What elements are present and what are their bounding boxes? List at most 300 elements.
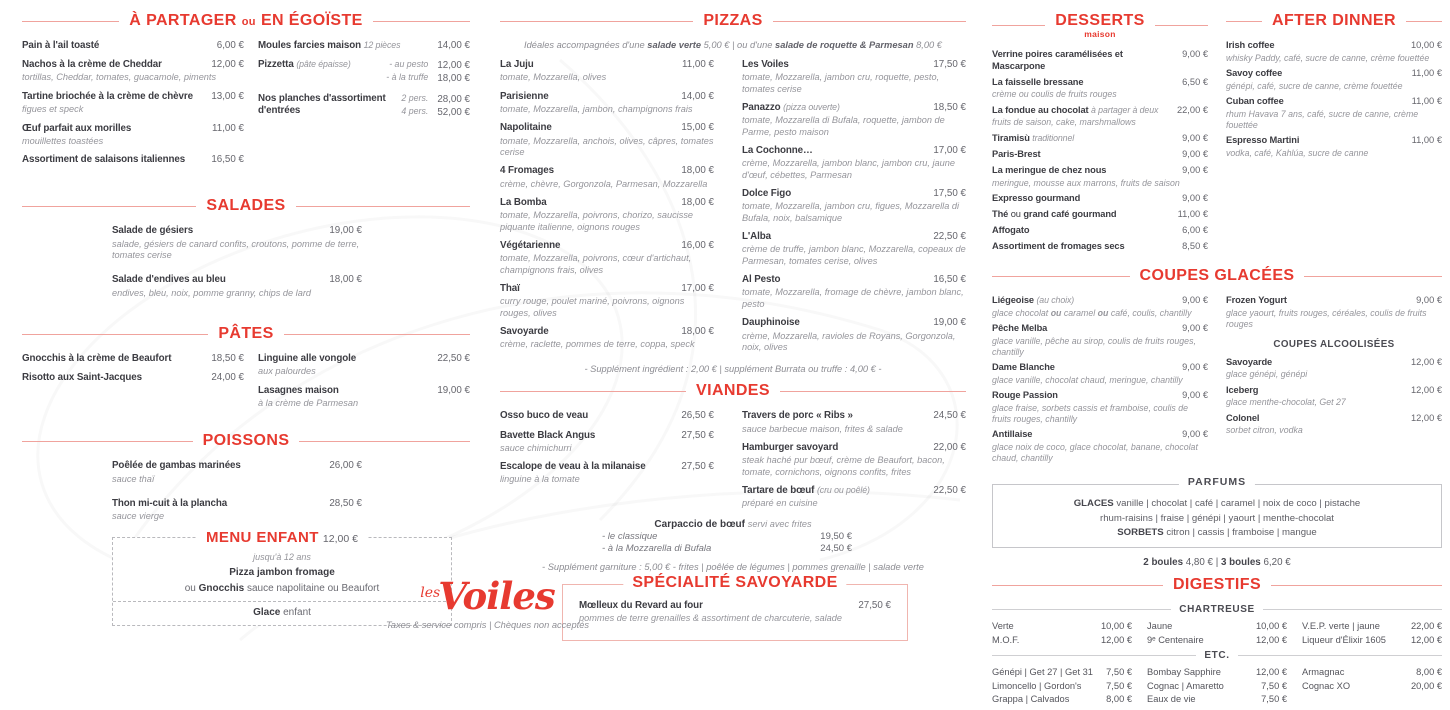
menu-item-row [500, 283, 714, 295]
item-price: 18,00 € [329, 274, 362, 286]
section-title [129, 12, 362, 30]
menu-item-row [742, 188, 966, 200]
carpaccio-option [602, 543, 852, 554]
item-name: Salade d'endives au bleu [112, 274, 226, 286]
list-item [1147, 693, 1287, 706]
menu-item-row [579, 600, 891, 612]
menu-item [22, 40, 244, 52]
header-rule [780, 391, 966, 392]
pizzas-intro: Idéales accompagnées d'une salade verte 5,00 € | ou d'une salade de roquette & Parmesan 8,00 € [524, 40, 942, 50]
item-note: (pâte épaisse) [296, 59, 351, 70]
menu-item-row [112, 498, 362, 510]
item-price: 9,00 € [1182, 192, 1208, 203]
item-desc: tomate, Mozzarella, olives [500, 72, 607, 83]
item-price: 52,00 € [437, 106, 470, 118]
menu-item-row [742, 59, 966, 71]
item-name: Pizzetta (pâte épaisse) [258, 59, 351, 71]
item-price: 7,50 € [1261, 694, 1287, 705]
etc-label: ETC. [1204, 650, 1230, 662]
section-title: SALADES [206, 197, 286, 215]
item-name: Irish coffee [1226, 40, 1275, 50]
item-name: Gnocchis à la crème de Beaufort [22, 353, 172, 365]
menu-item [742, 317, 966, 353]
menu-item-row [1226, 68, 1442, 80]
item-desc: whisky Paddy, café, sucre de canne, crème fouettée [1226, 52, 1430, 63]
item-desc: tomate, Mozzarella, jambon cru, roquette, pesto, tomates cerise [742, 72, 940, 94]
pates-columns [22, 353, 470, 416]
carpaccio-option-label: - le classique [602, 530, 658, 542]
item-price: 27,50 € [681, 461, 714, 473]
menu-item-row [500, 165, 714, 177]
coupes-right-top-list [1226, 295, 1442, 329]
menu-item-row [22, 91, 244, 103]
item-name: M.O.F. [992, 634, 1020, 645]
menu-item-row [1226, 40, 1442, 52]
variant-row [401, 93, 470, 106]
menu-item [22, 123, 244, 148]
item-price: 12,00 € [1100, 634, 1132, 645]
item-note: (au choix) [1036, 295, 1075, 306]
header-rule [1271, 585, 1442, 586]
item-price: 9,00 € [1182, 323, 1208, 334]
item-price: 9,00 € [1182, 164, 1208, 175]
item-note: 12 pièces [363, 40, 401, 50]
item-price: 8,00 € [1416, 667, 1442, 678]
item-name: Liégeoise (au choix) [992, 295, 1075, 306]
item-desc: crème, raclette, pommes de terre, coppa, speck [500, 339, 695, 350]
item-desc: glace yaourt, fruits rouges, céréales, coulis de fruits rouges [1226, 308, 1427, 329]
item-price: 7,50 € [1106, 680, 1132, 691]
item-price: 17,50 € [933, 188, 966, 200]
menu-item [742, 274, 966, 310]
item-name: 9ᵉ Centenaire [1147, 634, 1204, 645]
item-name: Escalope de veau à la milanaise [500, 461, 646, 473]
item-name: La fondue au chocolat à partager à deux [992, 104, 1159, 115]
item-name: Assortiment de salaisons italiennes [22, 154, 186, 166]
item-desc: tomate, Mozzarella, anchois, olives, câpres, tomates cerise [500, 135, 714, 157]
etc-col2 [1147, 666, 1287, 706]
menu-item [742, 102, 966, 138]
item-desc: tomate, Mozzarella, poivrons, chorizo, saucisse piquante italienne, oignons rouges [500, 210, 694, 232]
item-name: Limoncello | Gordon's [992, 680, 1082, 691]
variant-row [386, 59, 470, 72]
menu-item-row [742, 410, 966, 422]
menu-item [500, 91, 714, 116]
item-price: 16,50 € [211, 154, 244, 166]
menu-enfant-title-text: MENU ENFANT [206, 528, 319, 546]
header-rule [992, 276, 1130, 277]
menu-item-row [112, 460, 362, 472]
pizzas-footnote: - Supplément ingrédient : 2,00 € | supplément Burrata ou truffe : 4,00 € - [584, 364, 882, 375]
menu-item-row [992, 193, 1208, 205]
menu-item [992, 193, 1208, 205]
menu-item-row [992, 49, 1208, 72]
item-name: Bombay Sapphire [1147, 667, 1221, 678]
item-desc: figues et speck [22, 104, 84, 115]
item-desc: fruits de saison, cake, marshmallows [992, 117, 1136, 128]
item-name: V.E.P. verte | jaune [1302, 621, 1380, 632]
section-header-coupes [992, 267, 1442, 285]
item-name: Savoyarde [500, 326, 549, 338]
section-header-partager [22, 12, 470, 30]
list-item [992, 634, 1132, 647]
section-title: PÂTES [218, 325, 274, 343]
item-price: 19,00 € [437, 384, 470, 396]
item-note: traditionnel [1032, 132, 1075, 143]
carpaccio-block [500, 519, 966, 554]
menu-item [1226, 96, 1442, 130]
variant-label: 2 pers. [401, 92, 429, 103]
item-desc: génépi, café, sucre de canne, crème fouettée [1226, 80, 1403, 91]
carpaccio-name: Carpaccio de bœuf [654, 518, 745, 530]
etc-grid [992, 666, 1442, 706]
menu-item [992, 323, 1208, 357]
menu-item [742, 145, 966, 181]
item-note: à partager à deux [1091, 104, 1159, 115]
partager-right-list [258, 40, 470, 173]
header-rule [773, 21, 966, 22]
menu-item [992, 429, 1208, 463]
menu-item-row [258, 93, 470, 119]
item-name: Grappa | Calvados [992, 694, 1070, 705]
item-name: Moules farcies maison 12 pièces [258, 40, 401, 51]
menu-item-row [500, 197, 714, 209]
item-price: 22,50 € [437, 353, 470, 365]
subheader-rule [1238, 655, 1442, 656]
menu-item-row [500, 326, 714, 338]
item-desc: crème, Mozzarella, ravioles de Royans, Gorgonzola, noix, olives [742, 330, 956, 352]
chartreuse-col1 [992, 620, 1132, 647]
item-desc: aux palourdes [258, 366, 316, 377]
variant-row [401, 106, 470, 119]
item-name: La Cochonne… [742, 145, 813, 157]
variant-label: 4 pers. [401, 105, 429, 116]
item-price: 12,00 € [1410, 356, 1442, 367]
menu-item [500, 410, 714, 422]
menu-item-row [992, 323, 1208, 335]
menu-item [1226, 357, 1442, 381]
menu-item [1226, 135, 1442, 159]
item-price: 8,50 € [1182, 241, 1208, 252]
item-price: 6,00 € [1182, 225, 1208, 236]
item-note: (pizza ouverte) [783, 102, 840, 113]
section-title: DESSERTS [1055, 12, 1145, 29]
item-desc: glace menthe-chocolat, Get 27 [1226, 397, 1346, 408]
column-desserts-digestifs [992, 8, 1442, 710]
item-desc: vodka, café, Kahlúa, sucre de canne [1226, 147, 1369, 158]
desserts-after-grid [992, 8, 1442, 257]
section-header-pates [22, 325, 470, 343]
header-rule [1226, 21, 1262, 22]
menu-item-row [500, 240, 714, 252]
menu-item [500, 240, 714, 276]
header-rule [296, 206, 470, 207]
menu-item-row [1226, 295, 1442, 307]
menu-enfant-line: ou Gnocchis sauce napolitaine ou Beaufort [184, 582, 380, 594]
item-name: Napolitaine [500, 122, 552, 134]
header-rule [22, 21, 119, 22]
subheader-rule [1263, 609, 1442, 610]
menu-item-row [22, 353, 244, 365]
item-price: 12,00 € [1410, 412, 1442, 423]
item-name: Verrine poires caramélisées et Mascarpone [992, 49, 1123, 71]
menu-item [1226, 295, 1442, 329]
item-name: Jaune [1147, 621, 1173, 632]
menu-item [992, 390, 1208, 424]
item-desc: tomate, Mozzarella, poivrons, cœur d'artichaut, champignons frais, olives [500, 253, 692, 275]
viandes-footnote: - Supplément garniture : 5,00 € - frites | poêlée de légumes | pommes grenaille | salade verte [542, 561, 924, 572]
item-desc: tortillas, Cheddar, tomates, guacamole, piments [22, 72, 217, 83]
menu-item-row [500, 461, 714, 473]
item-price: 18,50 € [211, 353, 244, 365]
section-header-after-dinner [1226, 12, 1442, 30]
item-name: Tiramisù traditionnel [992, 132, 1075, 143]
coupes-right-column [1226, 295, 1442, 468]
menu-item [1226, 385, 1442, 409]
item-name: Linguine alle vongole [258, 353, 357, 365]
item-desc: linguine à la tomate [500, 474, 580, 485]
item-price: 9,00 € [1182, 362, 1208, 373]
menu-item-row [992, 362, 1208, 374]
partager-title-alt: EN ÉGOÏSTE [260, 12, 363, 29]
menu-item [1226, 40, 1442, 64]
header-rule [1304, 276, 1442, 277]
menu-enfant-line: Pizza jambon fromage [229, 566, 335, 578]
item-name: Mœlleux du Revard au four [579, 599, 703, 611]
item-name: Nos planches d'assortiment d'entrées [258, 92, 386, 116]
parfums-line: SORBETS citron | cassis | framboise | mangue [1117, 527, 1317, 538]
item-name: Liqueur d'Élixir 1605 [1302, 634, 1386, 645]
item-desc: crème ou coulis de fruits rouges [992, 89, 1117, 100]
item-price: 19,00 € [933, 317, 966, 329]
item-name: Bavette Black Angus [500, 429, 596, 441]
item-price: 12,00 € [1255, 634, 1287, 645]
item-name: Panazzo (pizza ouverte) [742, 102, 840, 114]
item-desc: rhum Havava 7 ans, café, sucre de canne, crème fouettée [1226, 108, 1419, 130]
item-desc: glace noix de coco, glace chocolat, banane, chocolat chaud, chantilly [992, 441, 1198, 463]
chartreuse-col2 [1147, 620, 1287, 647]
coupes-grid [992, 295, 1442, 468]
header-rule [500, 21, 693, 22]
item-price: 22,50 € [933, 485, 966, 497]
item-desc: sorbet citron, vodka [1226, 425, 1303, 436]
item-price: 15,00 € [681, 122, 714, 134]
viandes-columns [500, 410, 966, 516]
item-name: Affogato [992, 225, 1030, 236]
menu-item-row [992, 105, 1208, 117]
section-header-digestifs [992, 576, 1442, 594]
item-name: Osso buco de veau [500, 410, 589, 422]
menu-item [1226, 68, 1442, 92]
menu-item [500, 197, 714, 233]
item-name: Végétarienne [500, 240, 561, 252]
item-price: 19,00 € [329, 225, 362, 237]
item-price: 17,00 € [681, 283, 714, 295]
item-desc: préparé en cuisine [742, 498, 818, 509]
item-name: Œuf parfait aux morilles [22, 122, 132, 134]
list-item [1147, 634, 1287, 647]
parfums-line: rhum-raisins | fraise | génépi | yaourt | menthe-chocolat [1100, 512, 1334, 524]
section-header-poissons [22, 432, 470, 450]
item-desc: steak haché pur bœuf, crème de Beaufort, bacon, tomate, cornichons, oignons confits, frites [742, 455, 945, 477]
menu-item [500, 165, 714, 190]
variant-row [386, 72, 470, 85]
item-name: L'Alba [742, 231, 771, 243]
footer-note: Taxes & service compris | Chèques non acceptés [385, 620, 590, 630]
menu-item-row [500, 122, 714, 134]
partager-columns [22, 40, 470, 173]
poissons-list [112, 460, 362, 522]
parfums-box [992, 476, 1442, 548]
menu-item-row [258, 59, 470, 85]
item-name: Verte [992, 621, 1014, 632]
item-name: Armagnac [1302, 667, 1345, 678]
menu-item-row [22, 154, 244, 166]
item-desc: tomate, Mozzarella di Bufala, roquette, jambon de Parme, pesto maison [742, 115, 945, 137]
variant-label: - à la truffe [386, 72, 429, 83]
menu-item [112, 225, 362, 261]
carpaccio-title [500, 519, 966, 530]
item-price: 9,00 € [1182, 49, 1208, 59]
etc-col3 [1302, 666, 1442, 706]
section-title: POISSONS [202, 432, 290, 450]
menu-item [22, 353, 244, 365]
item-price: 26,00 € [329, 460, 362, 472]
item-price: 9,00 € [1182, 295, 1208, 306]
menu-item [579, 600, 891, 625]
menu-item-row [992, 149, 1208, 161]
menu-item-row [258, 385, 470, 397]
item-name: Dame Blanche [992, 362, 1055, 373]
menu-item [500, 326, 714, 351]
item-desc: glace fraise, sorbets cassis et framboise, coulis de fruits rouges, chantilly [992, 402, 1189, 424]
menu-item [500, 430, 714, 455]
menu-enfant-price: 12,00 € [322, 532, 358, 545]
item-price: 11,00 € [1411, 68, 1442, 79]
menu-item-row [22, 40, 244, 52]
item-price: 16,00 € [681, 240, 714, 252]
header-rule [992, 585, 1163, 586]
menu-enfant-title [197, 529, 367, 546]
item-price: 12,00 € [211, 59, 244, 71]
item-price: 11,00 € [1177, 209, 1208, 220]
menu-item-row [500, 410, 714, 422]
item-name: Nachos à la crème de Cheddar [22, 59, 162, 71]
section-title: DIGESTIFS [1172, 576, 1262, 594]
partager-left-list [22, 40, 244, 173]
item-price: 24,50 € [933, 410, 966, 422]
item-name: La Bomba [500, 196, 547, 208]
section-title: COUPES GLACÉES [1139, 267, 1295, 285]
menu-item-row [742, 442, 966, 454]
item-desc: glace génépi, génépi [1226, 369, 1308, 380]
item-price: 9,00 € [1182, 132, 1208, 143]
menu-enfant-line: Glace enfant [253, 606, 311, 618]
item-name: Al Pesto [742, 274, 781, 286]
coupes-left-list [992, 295, 1208, 468]
menu-item [992, 105, 1208, 129]
menu-item [112, 498, 362, 523]
item-name: Salade de gésiers [112, 225, 194, 237]
menu-item-row [992, 295, 1208, 307]
item-price: 27,50 € [681, 429, 714, 441]
menu-item [742, 59, 966, 95]
item-price: 10,00 € [1255, 621, 1287, 632]
item-price: 18,00 € [681, 326, 714, 338]
item-name: La meringue de chez nous [992, 164, 1107, 175]
item-desc: tomate, Mozzarella, jambon cru, figues, Mozzarella di Bufala, noix, balsamique [742, 201, 960, 223]
item-price: 11,00 € [212, 122, 244, 134]
section-header-viandes [500, 382, 966, 400]
etc-subheader [992, 650, 1442, 661]
item-name: Expresso gourmand [992, 192, 1081, 203]
partager-title-ou: ou [241, 16, 256, 28]
logo-les-text: les [420, 585, 441, 601]
item-price: 9,00 € [1416, 295, 1442, 306]
menu-item [992, 149, 1208, 161]
item-name: Parisienne [500, 90, 549, 102]
menu-item-row [742, 317, 966, 329]
menu-item-row [992, 390, 1208, 402]
etc-col1 [992, 666, 1132, 706]
boules-prices: 2 boules 4,80 € | 3 boules 6,20 € [1143, 557, 1291, 569]
menu-item [258, 93, 470, 119]
item-price: 22,00 € [933, 441, 966, 453]
item-desc: crème, chèvre, Gorgonzola, Parmesan, Mozzarella [500, 178, 708, 189]
item-name: Tartare de bœuf (cru ou poêlé) [742, 485, 870, 497]
item-price: 22,50 € [933, 231, 966, 243]
item-name: Cognac | Amaretto [1147, 680, 1224, 691]
section-subtitle: maison [1084, 29, 1116, 39]
item-desc: sauce vierge [112, 511, 165, 522]
menu-item [992, 165, 1208, 189]
section-title-stack [1055, 12, 1144, 39]
menu-item-row [1226, 96, 1442, 108]
item-price: 6,50 € [1182, 76, 1208, 87]
menu-item-row [992, 77, 1208, 89]
item-price: 17,50 € [933, 59, 966, 70]
list-item [1302, 666, 1442, 679]
item-price: 6,00 € [216, 40, 244, 51]
item-price: 9,00 € [1182, 390, 1208, 401]
item-price: 10,00 € [1100, 621, 1132, 632]
menu-item-row [1226, 413, 1442, 425]
header-rule [284, 334, 470, 335]
menu-item [258, 40, 470, 52]
item-name: Les Voiles [742, 59, 789, 70]
menu-item-row [112, 225, 362, 237]
les-voiles-logo [380, 574, 595, 618]
item-desc: tomate, Mozzarella, jambon, champignons frais [500, 103, 693, 114]
item-price: 14,00 € [437, 40, 470, 51]
menu-item-row [1226, 385, 1442, 397]
variant-label: - au pesto [389, 59, 429, 70]
menu-item-row [742, 102, 966, 114]
coupes-right-bottom-list [1226, 357, 1442, 437]
item-price: 18,50 € [933, 102, 966, 114]
chartreuse-grid [992, 620, 1442, 647]
desserts-column [992, 8, 1208, 257]
menu-item [500, 283, 714, 319]
item-desc: endives, bleu, noix, pomme granny, chips de lard [112, 287, 312, 298]
item-desc: glace vanille, chocolat chaud, meringue, chantilly [992, 374, 1183, 385]
menu-item [22, 154, 244, 166]
menu-item-row [500, 91, 714, 103]
menu-item [992, 49, 1208, 72]
menu-item-row [742, 274, 966, 286]
menu-item-row [500, 59, 714, 71]
item-desc: salade, gésiers de canard confits, croutons, pomme de terre, tomates cerise [112, 238, 360, 261]
